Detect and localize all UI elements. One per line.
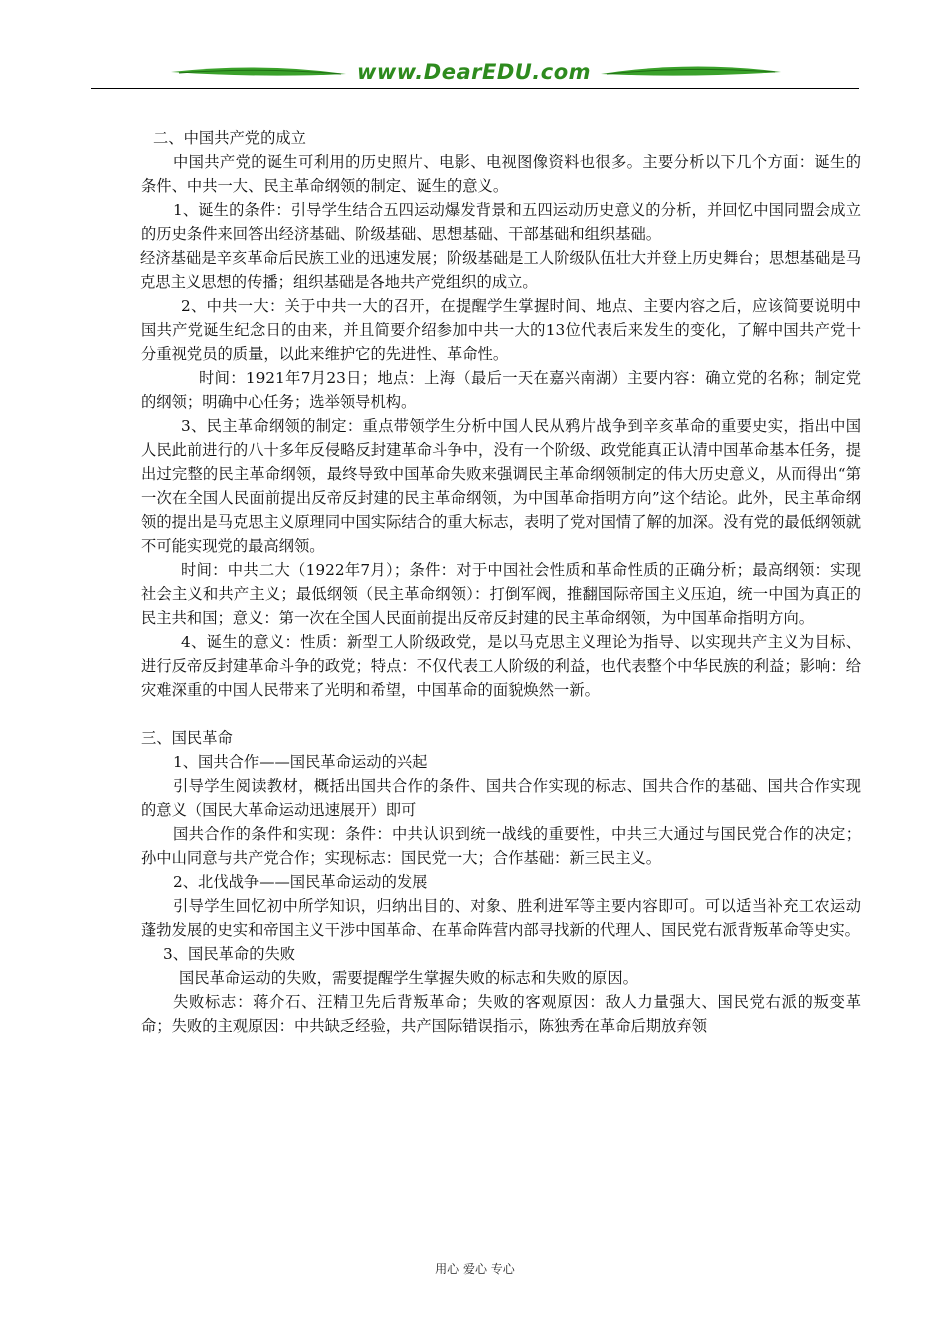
site-logo: www.DearEDU.com [356,60,592,84]
page-header [91,58,859,90]
paragraph: 2、中共一大：关于中共一大的召开，在提醒学生掌握时间、地点、主要内容之后，应该简要说明中国共产党诞生纪念日的由来，并且简要介绍参加中共一大的13位代表后来发生的变化，了解中国共产党十分重视党员的质量，以此来维护它的先进性、革命性。 [141,297,861,363]
subheading: 3、国民革命的失败 [163,945,296,963]
document-body [141,126,861,1038]
paragraph: 引导学生回忆初中所学知识，归纳出目的、对象、胜利进军等主要内容即可。可以适当补充工农运动蓬勃发展的史实和帝国主义干涉中国革命、在革命阵营内部寻找新的代理人、国民党右派背叛革命等史实。 [141,897,861,939]
section-3-title: 三、国民革命 [141,729,233,747]
header-rule [91,88,859,89]
paragraph: 经济基础是辛亥革命后民族工业的迅速发展；阶级基础是工人阶级队伍壮大并登上历史舞台；思想基础是马克思主义思想的传播；组织基础是各地共产党组织的成立。 [140,249,861,291]
paragraph: 1、诞生的条件：引导学生结合五四运动爆发背景和五四运动历史意义的分析，并回忆中国同盟会成立的历史条件来回答出经济基础、阶级基础、思想基础、干部基础和组织基础。 [141,201,861,243]
spacer [141,702,861,726]
paragraph: 时间：中共二大（1922年7月）；条件：对于中国社会性质和革命性质的正确分析；最高纲领：实现社会主义和共产主义；最低纲领（民主革命纲领）：打倒军阀，推翻国际帝国主义压迫，统一中国为真正的民主共和国；意义：第一次在全国人民面前提出反帝反封建的民主革命纲领，为中国革命指明方向。 [141,561,861,627]
paragraph: 国共合作的条件和实现：条件：中共认识到统一战线的重要性，中共三大通过与国民党合作的决定；孙中山同意与共产党合作；实现标志：国民党一大；合作基础：新三民主义。 [141,825,861,867]
paragraph: 3、民主革命纲领的制定：重点带领学生分析中国人民从鸦片战争到辛亥革命的重要史实，指出中国人民此前进行的八十多年反侵略反封建革命斗争中，没有一个阶级、政党能真正认清中国革命基本任务，提出过完整的民主革命纲领，最终导致中国革命失败来强调民主革命纲领制定的伟大历史意义，从而得出“第一次在全国人民面前提出反帝反封建的民主革命纲领，为中国革命指明方向”这个结论。此外，民主革命纲领的提出是马克思主义原理同中国实际结合的重大标志，表明了党对国情了解的加深。没有党的最低纲领就不可能实现党的最高纲领。 [141,417,861,555]
paragraph: 失败标志：蒋介石、汪精卫先后背叛革命；失败的客观原因：敌人力量强大、国民党右派的叛变革命；失败的主观原因：中共缺乏经验，共产国际错误指示，陈独秀在革命后期放弃领 [141,993,861,1035]
paragraph: 中国共产党的诞生可利用的历史照片、电影、电视图像资料也很多。主要分析以下几个方面：诞生的条件、中共一大、民主革命纲领的制定、诞生的意义。 [141,153,861,195]
page-footer: 用心 爱心 专心 [435,1262,515,1276]
subheading: 2、北伐战争——国民革命运动的发展 [173,873,428,891]
paragraph: 4、诞生的意义：性质：新型工人阶级政党，是以马克思主义理论为指导、以实现共产主义为目标、进行反帝反封建革命斗争的政党；特点：不仅代表工人阶级的利益，也代表整个中华民族的利益；影响：给灾难深重的中国人民带来了光明和希望，中国革命的面貌焕然一新。 [141,633,861,699]
paragraph: 时间：1921年7月23日；地点：上海（最后一天在嘉兴南湖）主要内容：确立党的名称；制定党的纲领；明确中心任务；选举领导机构。 [141,369,861,411]
subheading: 1、国共合作——国民革命运动的兴起 [173,753,428,771]
section-2-title: 二、中国共产党的成立 [153,129,306,147]
paragraph: 引导学生阅读教材，概括出国共合作的条件、国共合作实现的标志、国共合作的基础、国共合作实现的意义（国民大革命运动迅速展开）即可 [141,777,861,819]
paragraph: 国民革命运动的失败，需要提醒学生掌握失败的标志和失败的原因。 [179,969,638,987]
